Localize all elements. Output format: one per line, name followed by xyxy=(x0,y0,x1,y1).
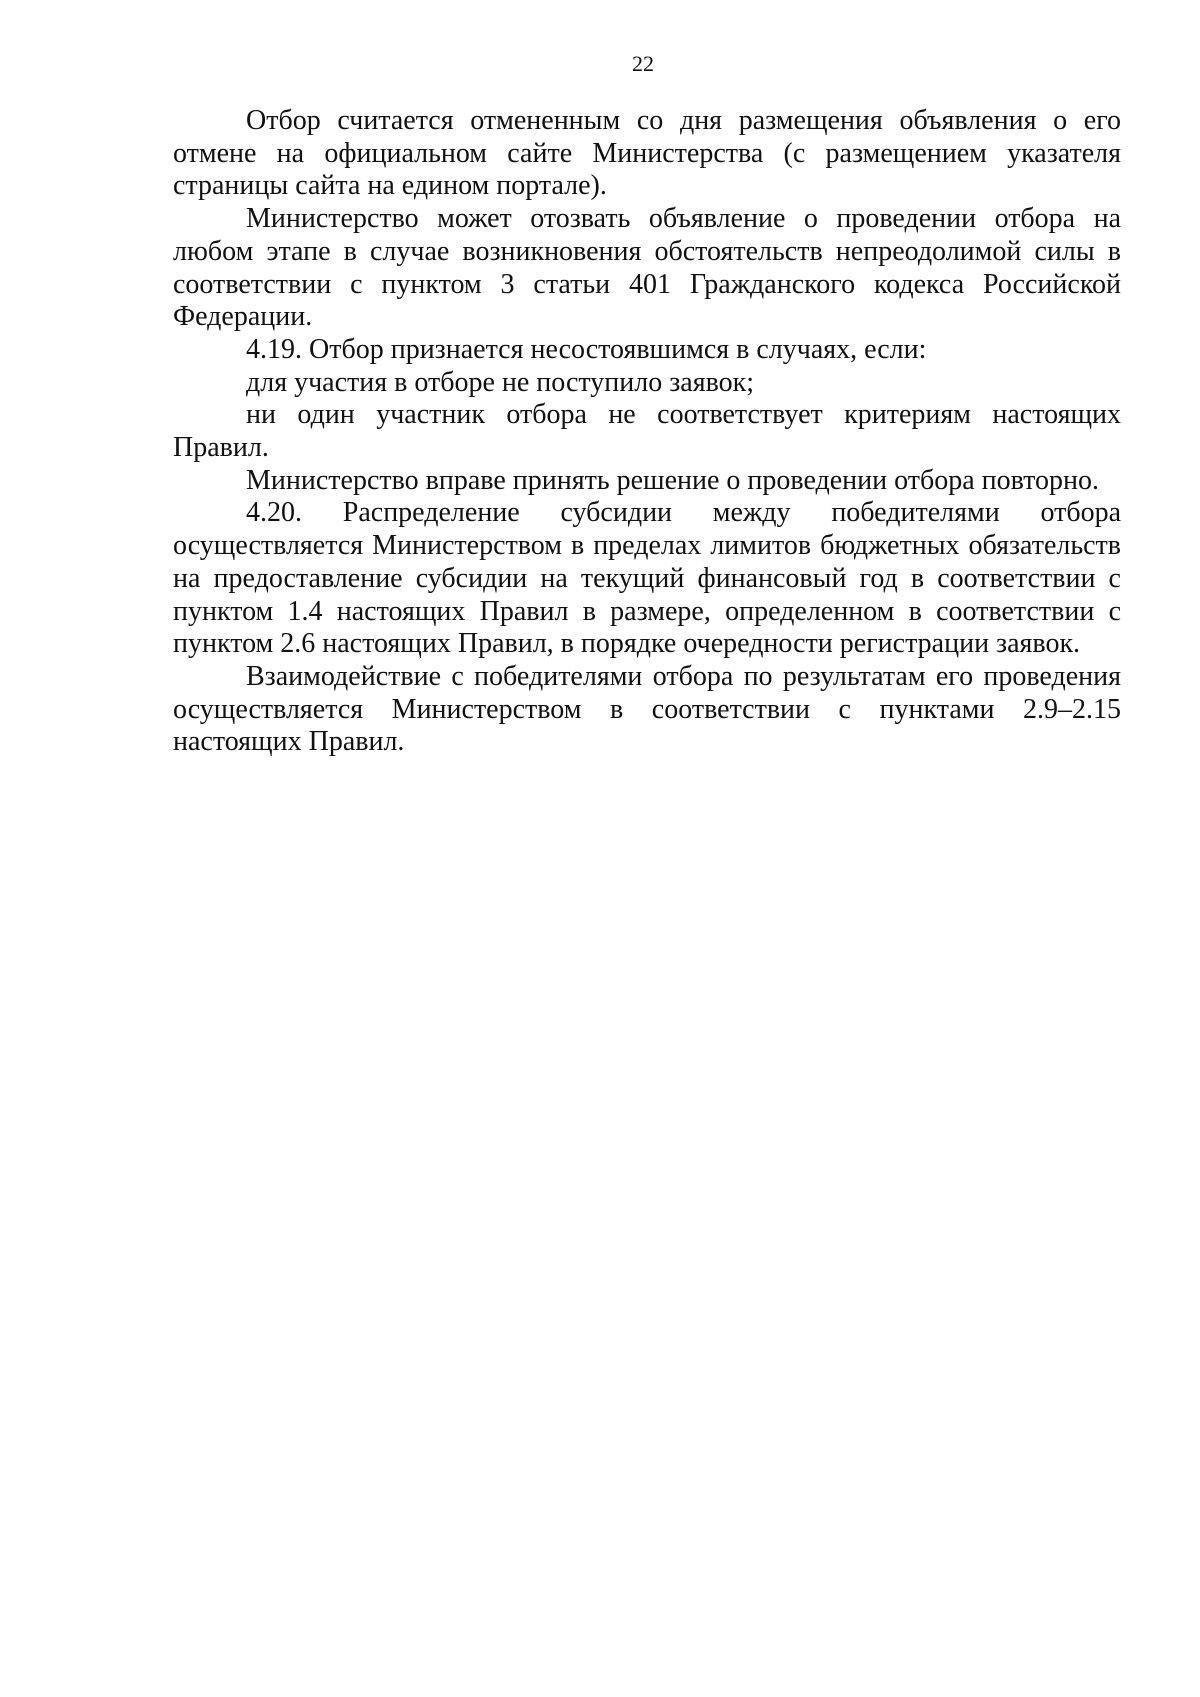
paragraph-4-20: 4.20. Распределение субсидии между победителями отбора осуществляется Министерством в пределах лимитов бюджетных обязательств на предоставление субсидии на текущий финансовый год в соответствии с пунктом 1.4 настоящих Правил в размере, определенном в соответствии с пунктом 2.6 настоящих Правил, в порядке очередности регистрации заявок. xyxy=(173,497,1121,660)
paragraph-announcement-withdrawal: Министерство может отозвать объявление о проведении отбора на любом этапе в случае возникновения обстоятельств непреодолимой силы в соответствии с пунктом 3 статьи 401 Гражданского кодекса Российской Федерации. xyxy=(173,203,1121,333)
paragraph-no-compliant-participant: ни один участник отбора не соответствует критериям настоящих Правил. xyxy=(173,399,1121,464)
paragraph-interaction-winners: Взаимодействие с победителями отбора по результатам его проведения осуществляется Министерством в соответствии с пунктами 2.9–2.15 настоящих Правил. xyxy=(173,660,1121,758)
page-number: 22 xyxy=(632,51,654,76)
paragraph-4-19: 4.19. Отбор признается несостоявшимся в случаях, если: xyxy=(246,333,927,365)
document-body xyxy=(173,105,1121,759)
paragraph-selection-cancelled: Отбор считается отмененным со дня размещения объявления о его отмене на официальном сайте Министерства (с размещением указателя страницы сайта на едином портале). xyxy=(173,105,1121,202)
paragraph-repeat-selection: Министерство вправе принять решение о проведении отбора повторно. xyxy=(246,464,1100,496)
paragraph-no-applications: для участия в отборе не поступило заявок; xyxy=(246,366,755,398)
